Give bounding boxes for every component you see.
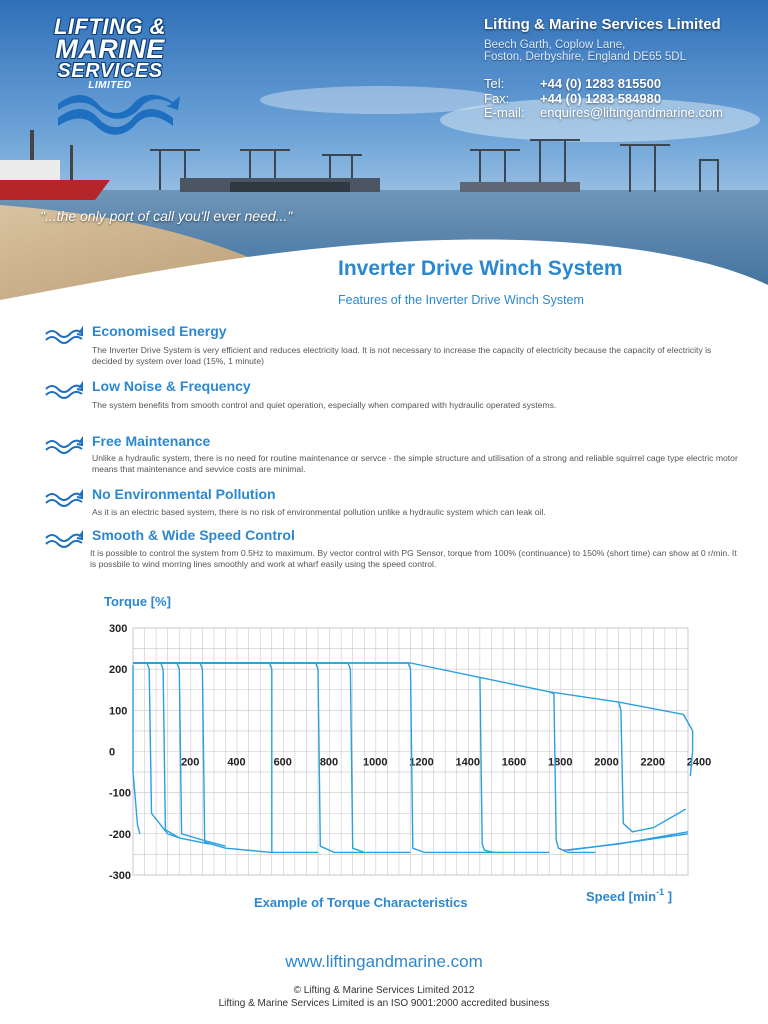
page-title: Inverter Drive Winch System [338, 257, 623, 280]
wave-icon [44, 326, 84, 346]
x-tick-label: 2000 [594, 756, 619, 769]
wave-icon [44, 436, 84, 456]
x-tick-label: 400 [227, 756, 246, 769]
website-link[interactable]: www.liftingandmarine.com [285, 952, 483, 971]
fax-value: +44 (0) 1283 584980 [540, 91, 662, 106]
x-tick-label: 1200 [409, 756, 434, 769]
y-tick-label: -300 [109, 870, 132, 882]
contact-email [484, 105, 723, 120]
y-tick-label: -200 [109, 828, 132, 841]
tagline: "...the only port of call you'll ever need..." [40, 208, 293, 224]
x-tick-label: 2200 [640, 756, 665, 769]
wave-icon [44, 530, 84, 550]
iso-accreditation-text: Lifting & Marine Services Limited is an ISO 9001:2000 accredited business [218, 998, 550, 1009]
logo-text-lifting: LIFTING & [53, 14, 167, 39]
x-tick-label: 200 [181, 756, 200, 769]
y-tick-label: 200 [109, 664, 128, 677]
email-label: E-mail: [484, 105, 525, 120]
hero-banner [0, 0, 768, 300]
feature-heading: Economised Energy [92, 323, 227, 339]
torque-chart [0, 585, 768, 925]
x-tick-label: 1800 [548, 756, 573, 769]
torque-chart-svg [0, 585, 768, 925]
company-name: Lifting & Marine Services Limited [484, 16, 721, 33]
y-tick-label: 0 [109, 746, 116, 759]
page-subtitle: Features of the Inverter Drive Winch System [338, 293, 584, 307]
company-logo [40, 14, 190, 134]
x-tick-label: 2400 [686, 756, 712, 769]
feature-body: As it is an electric based system, there is no risk of environmental pollution unlike a hydraulic system which can leak oil. [92, 507, 546, 517]
feature-heading: Low Noise & Frequency [92, 378, 251, 394]
feature-heading: No Environmental Pollution [92, 486, 276, 502]
logo-text-limited: LIMITED [88, 80, 132, 91]
contact-fax [484, 91, 661, 106]
feature-body: It is possible to control the system from 0.5Hz to maximum. By vector control with PG Sensor, torque from 100% (continuance) to 150% (short time) can show at 0 r/min. It is possbile to wind morring lines smoothly and work at wharf easily using the speed control. [90, 548, 737, 569]
fax-label: Fax: [484, 91, 510, 106]
contact-tel [484, 76, 661, 91]
x-tick-label: 600 [273, 756, 292, 769]
address-line-1: Beech Garth, Coplow Lane, [484, 39, 626, 51]
feature-body: The system benefits from smooth control and quiet operation, especially when compared with hydraulic operated systems. [92, 400, 557, 410]
tel-label: Tel: [484, 76, 505, 91]
x-axis-label-end: ] [664, 889, 673, 904]
feature-heading: Free Maintenance [92, 433, 211, 449]
x-tick-label: 1400 [455, 756, 480, 769]
y-tick-label: 300 [109, 623, 128, 635]
address-line-2: Foston, Derbyshire, England DE65 5DL [484, 51, 686, 63]
x-axis-label-superscript: -1 [656, 887, 665, 897]
y-axis-label: Torque [%] [104, 594, 171, 609]
x-axis-label: Speed [$\min^{-1}$ ] [586, 887, 673, 904]
chart-title: Example of Torque Characteristics [254, 895, 468, 910]
copyright-text: © Lifting & Marine Services Limited 2012 [293, 985, 475, 996]
logo-waves-icon [48, 92, 188, 142]
feature-body: Unlike a hydraulic system, there is no need for routine maintenance or servce - the simple structure and utilisation of a strong and reliable squirrel cage type electric motor means that maintenance and sevvice costs are minimal. [92, 453, 738, 474]
x-tick-label: 1000 [363, 756, 388, 769]
wave-icon [44, 381, 84, 401]
wave-icon [44, 489, 84, 509]
email-link[interactable]: enquires@liftingandmarine.com [540, 105, 724, 120]
feature-body: The Inverter Drive System is very efficient and reduces electricity load. It is not necessary to increase the capacity of electricity because the capacity of electricity is decided by system over load (15%, 1 minute) [92, 345, 712, 366]
tel-value[interactable]: +44 (0) 1283 815500 [540, 76, 662, 91]
feature-heading: Smooth & Wide Speed Control [92, 527, 295, 543]
x-tick-label: 1600 [501, 756, 527, 769]
logo-text-marine: MARINE [55, 34, 165, 64]
logo-text-services: SERVICES [57, 60, 163, 82]
y-tick-label: -100 [109, 787, 132, 800]
y-tick-label: 100 [109, 705, 128, 718]
x-tick-label: 800 [319, 756, 339, 769]
